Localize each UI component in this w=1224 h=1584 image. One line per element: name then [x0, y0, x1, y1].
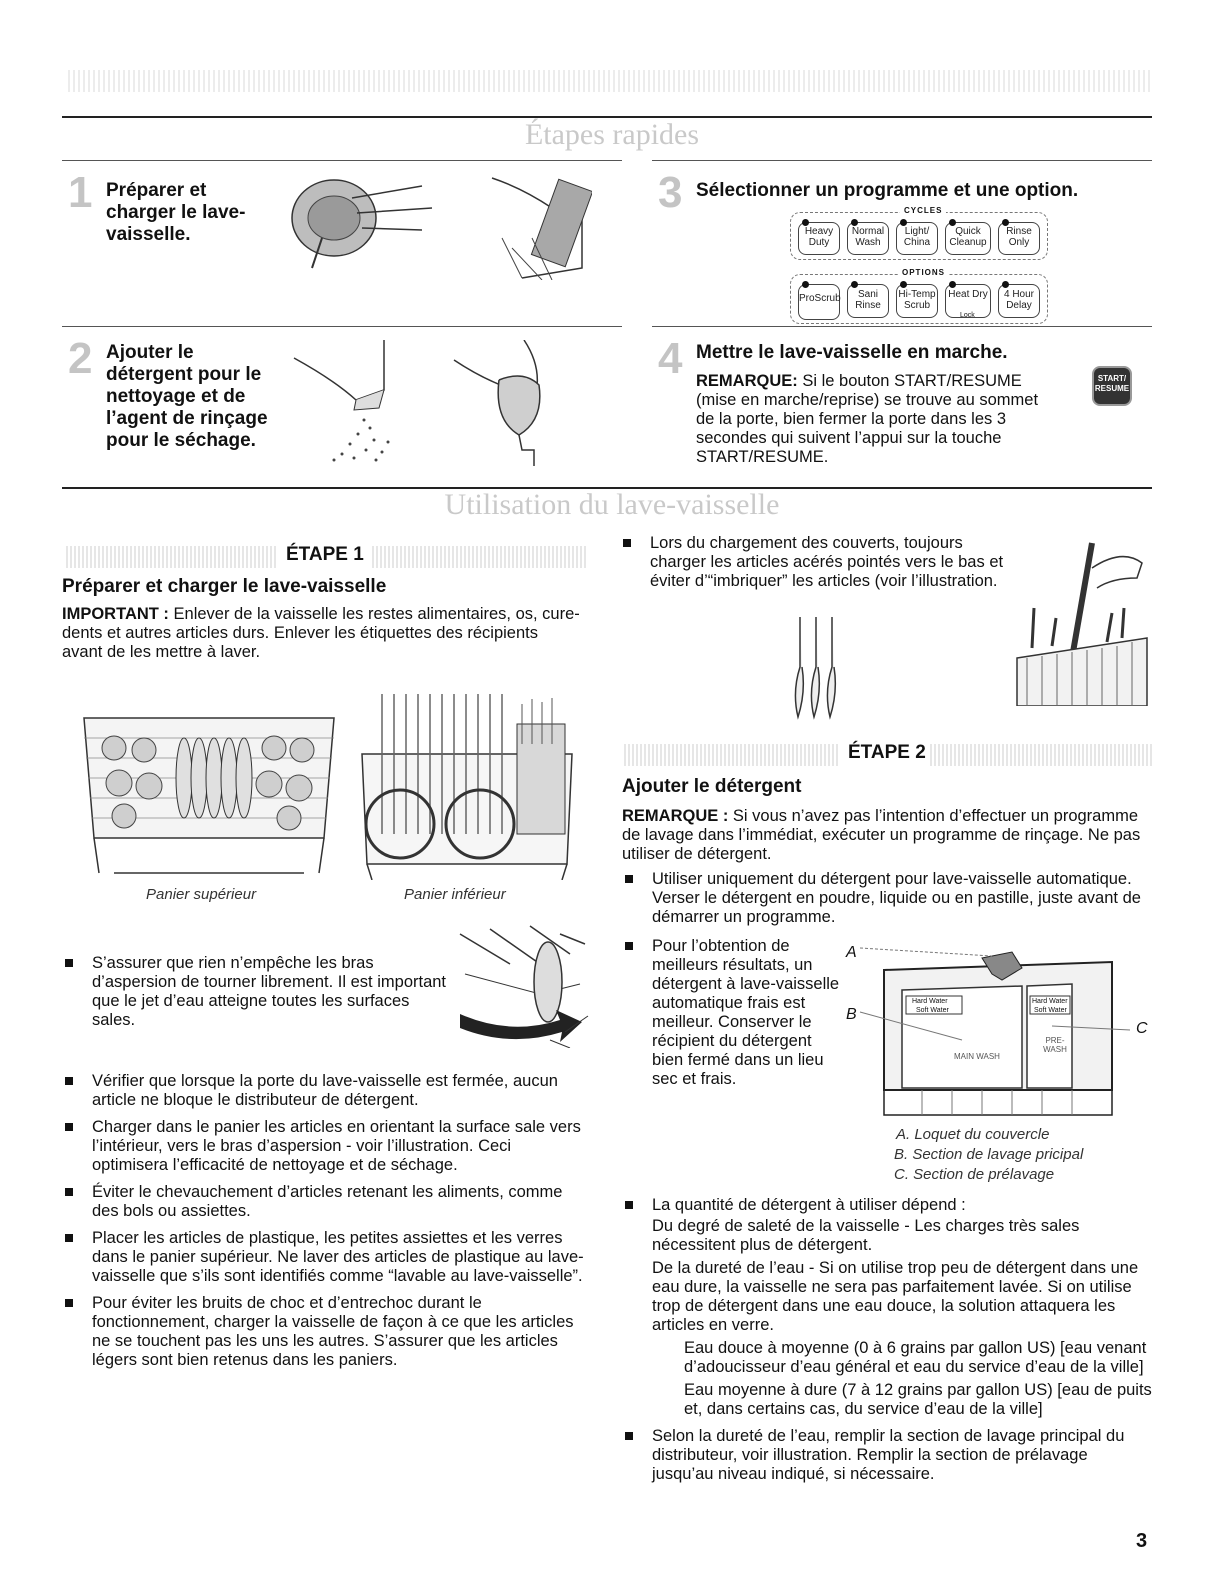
step4-note: [696, 372, 1056, 467]
option-4-hour-delay-button[interactable]: 4 Hour Delay: [998, 284, 1040, 318]
quick-left-mid-rule: [62, 326, 622, 327]
lower-rack-illustration: [342, 684, 588, 880]
list-item: Pour l’obtention de meilleurs résultats, un détergent à lave-vaisselle automatique frais est meilleur. Conserver le récipient du détergent bien fermé dans un lieu sec et frais.: [622, 937, 840, 1089]
step1-text: Préparer et charger le lave-vaisselle.: [106, 180, 246, 245]
quick-right-mid-rule: [652, 326, 1152, 327]
etape2-band-left: [624, 744, 838, 766]
cycle-heavy-duty-button[interactable]: Heavy Duty: [798, 222, 840, 255]
detergent-dispenser-illustration: [842, 940, 1152, 1120]
quantity-intro: La quantité de détergent à utiliser dépend :: [652, 1196, 966, 1214]
step-number: 3: [658, 168, 683, 217]
etape1-band-right: [372, 546, 586, 568]
step-number: 2: [68, 334, 93, 383]
etape1-arms-bullet: [62, 954, 447, 1038]
note-text: Si le bouton START/RESUME (mise en marche/reprise) se trouve au sommet de la porte, bien fermer la porte dans les 3 secondes qui suivent l’appui sur la touche START/RESUME.: [696, 372, 1039, 466]
step3-text: Sélectionner un programme et une option.: [696, 180, 1079, 201]
etape1-heading: Préparer et charger le lave-vaisselle: [62, 576, 387, 597]
step-number: 1: [68, 168, 93, 217]
cycles-label: CYCLES: [900, 206, 946, 215]
important-label: IMPORTANT :: [62, 605, 169, 623]
dispenser-label-c: C: [1136, 1020, 1148, 1037]
quantity-subsub2: Eau moyenne à dure (7 à 12 grains par gallon US) [eau de puits et, dans certains cas, du service d’eau de la ville]: [684, 1381, 1152, 1418]
quantity-subsub1: Eau douce à moyenne (0 à 6 grains par gallon US) [eau venant d’adoucisseur d’eau général et eau du service d’eau de la ville]: [684, 1339, 1147, 1376]
options-label: OPTIONS: [898, 268, 949, 277]
list-item: Charger dans le panier les articles en orientant la surface sale vers l’intérieur, vers le bras d’aspersion - voir l’illustration. Ceci optimisera l’efficacité de nettoyage et de séchage.: [62, 1118, 590, 1175]
dispenser-pre-wash: PRE- WASH: [1043, 1036, 1067, 1054]
plate-scraping-illustration: [282, 168, 592, 280]
etape2-band-right: [930, 744, 1152, 766]
upper-rack-illustration: [74, 688, 344, 880]
cutlery-spoons-illustration: [782, 612, 848, 722]
step4-text: Mettre le lave-vaisselle en marche.: [696, 342, 1008, 363]
etape1-bullets: [62, 1072, 590, 1378]
caption-upper-rack: Panier supérieur: [146, 886, 257, 903]
cycle-rinse-only-button[interactable]: Rinse Only: [998, 222, 1040, 255]
lock-label: Lock: [960, 312, 975, 319]
cycle-light-china-button[interactable]: Light/ China: [896, 222, 938, 255]
dispenser-label-a: A: [846, 944, 857, 961]
etape2-heading: Ajouter le détergent: [622, 776, 802, 797]
list-item: Utiliser uniquement du détergent pour lave-vaisselle automatique. Verser le détergent en poudre, liquide ou en pastille, juste avant de démarrer un programme.: [622, 870, 1152, 927]
cycle-quick-cleanup-button[interactable]: Quick Cleanup: [945, 222, 991, 255]
section-title-usage: Utilisation du lave-vaisselle: [444, 488, 780, 521]
note-label: REMARQUE :: [622, 807, 729, 825]
header-band: [68, 70, 1150, 92]
etape1-label: ÉTAPE 1: [286, 544, 364, 565]
list-item: [622, 1196, 1152, 1215]
start-resume-button[interactable]: START/ RESUME: [1094, 368, 1130, 404]
list-item: Lors du chargement des couverts, toujours charger les articles acérés pointés vers le bas et éviter d’“imbriquer” les articles (voir l’illustration.: [620, 534, 1020, 591]
dispenser-soft-water-right: Soft Water: [1034, 1007, 1067, 1014]
dispenser-legend-b: B. Section de lavage pricipal: [894, 1146, 1084, 1163]
dispenser-main-wash: MAIN WASH: [954, 1052, 1000, 1061]
quick-right-top-rule: [652, 160, 1152, 161]
etape2-quantity-block: [622, 1196, 1152, 1492]
etape1-band-left: [66, 546, 278, 568]
option-hi-temp-scrub-button[interactable]: Hi-Temp Scrub: [896, 284, 938, 318]
option-sani-rinse-button[interactable]: Sani Rinse: [847, 284, 889, 318]
list-item: Pour éviter les bruits de choc et d’entrechoc durant le fonctionnement, charger la vaisselle de façon à ce que les articles ne se touchent pas les uns les autres. S’assurer que les articles légers sont bien retenus dans les paniers.: [62, 1294, 590, 1370]
cutlery-basket-illustration: [1012, 538, 1150, 706]
step2-text: Ajouter le détergent pour le nettoyage et de l’agent de rinçage pour le séchage.: [106, 342, 268, 451]
list-item: Selon la dureté de l’eau, remplir la section de lavage principal du distributeur, voir illustration. Remplir la section de prélavage jusqu’au niveau indiqué, si nécessaire.: [622, 1427, 1152, 1484]
list-item: Placer les articles de plastique, les petites assiettes et les verres dans le panier supérieur. Ne laver des articles de plastique au lave-vaisselle que s’ils sont identifiés comme “lavable au lave-vaisselle”.: [62, 1229, 590, 1286]
dispenser-legend-c: C. Section de prélavage: [894, 1166, 1055, 1183]
etape2-bullet2: [622, 937, 840, 1097]
option-proscrub-button[interactable]: ProScrub: [798, 284, 840, 320]
dispenser-label-b: B: [846, 1006, 857, 1023]
cycle-normal-wash-button[interactable]: Normal Wash: [847, 222, 889, 255]
quantity-sub1: Du degré de saleté de la vaisselle - Les charges très sales nécessitent plus de détergent.: [652, 1217, 1080, 1254]
quantity-sub2: De la dureté de l’eau - Si on utilise trop peu de détergent dans une eau dure, la vaisselle ne sera pas parfaitement lavée. Si on utilise trop de détergent dans une eau douce, la solution attaquera les articles en verre.: [652, 1259, 1139, 1334]
etape2-note: [622, 807, 1152, 864]
list-item: Vérifier que lorsque la porte du lave-vaisselle est fermée, aucun article ne bloque le distributeur de détergent.: [62, 1072, 590, 1110]
caption-lower-rack: Panier inférieur: [404, 886, 506, 903]
list-item: Éviter le chevauchement d’articles retenant les aliments, comme des bols ou assiettes.: [62, 1183, 590, 1221]
note-text: Si vous n’avez pas l’intention d’effectuer un programme de lavage dans l’immédiat, exécuter un programme de rinçage. Ne pas utiliser de détergent.: [622, 807, 1141, 863]
important-text: Enlever de la vaisselle les restes alimentaires, os, cure-dents et autres articles durs. Enlever les étiquettes des récipients avant de les mettre à laver.: [62, 605, 580, 661]
etape2-bullet1: [622, 870, 1152, 935]
detergent-pouring-illustration: [284, 340, 584, 466]
dispenser-hard-water-right: Hard Water: [1032, 998, 1068, 1005]
quick-left-top-rule: [62, 160, 622, 161]
etape1-important: [62, 605, 582, 662]
etape2-label: ÉTAPE 2: [848, 742, 926, 763]
section-title-quick: Étapes rapides: [524, 118, 700, 151]
step-number: 4: [658, 334, 683, 383]
dispenser-hard-water-left: Hard Water: [912, 998, 948, 1005]
list-item: S’assurer que rien n’empêche les bras d’aspersion de tourner librement. Il est important que le jet d’eau atteigne toutes les surfaces sales.: [62, 954, 447, 1030]
page-number: 3: [1136, 1530, 1148, 1552]
note-label: REMARQUE:: [696, 372, 798, 390]
dispenser-legend-a: A. Loquet du couvercle: [896, 1126, 1050, 1143]
cutlery-bullet: [620, 534, 1020, 599]
dispenser-soft-water-left: Soft Water: [916, 1007, 949, 1014]
option-heat-dry-button[interactable]: Heat Dry: [945, 284, 991, 318]
spray-arm-illustration: [450, 924, 590, 1048]
